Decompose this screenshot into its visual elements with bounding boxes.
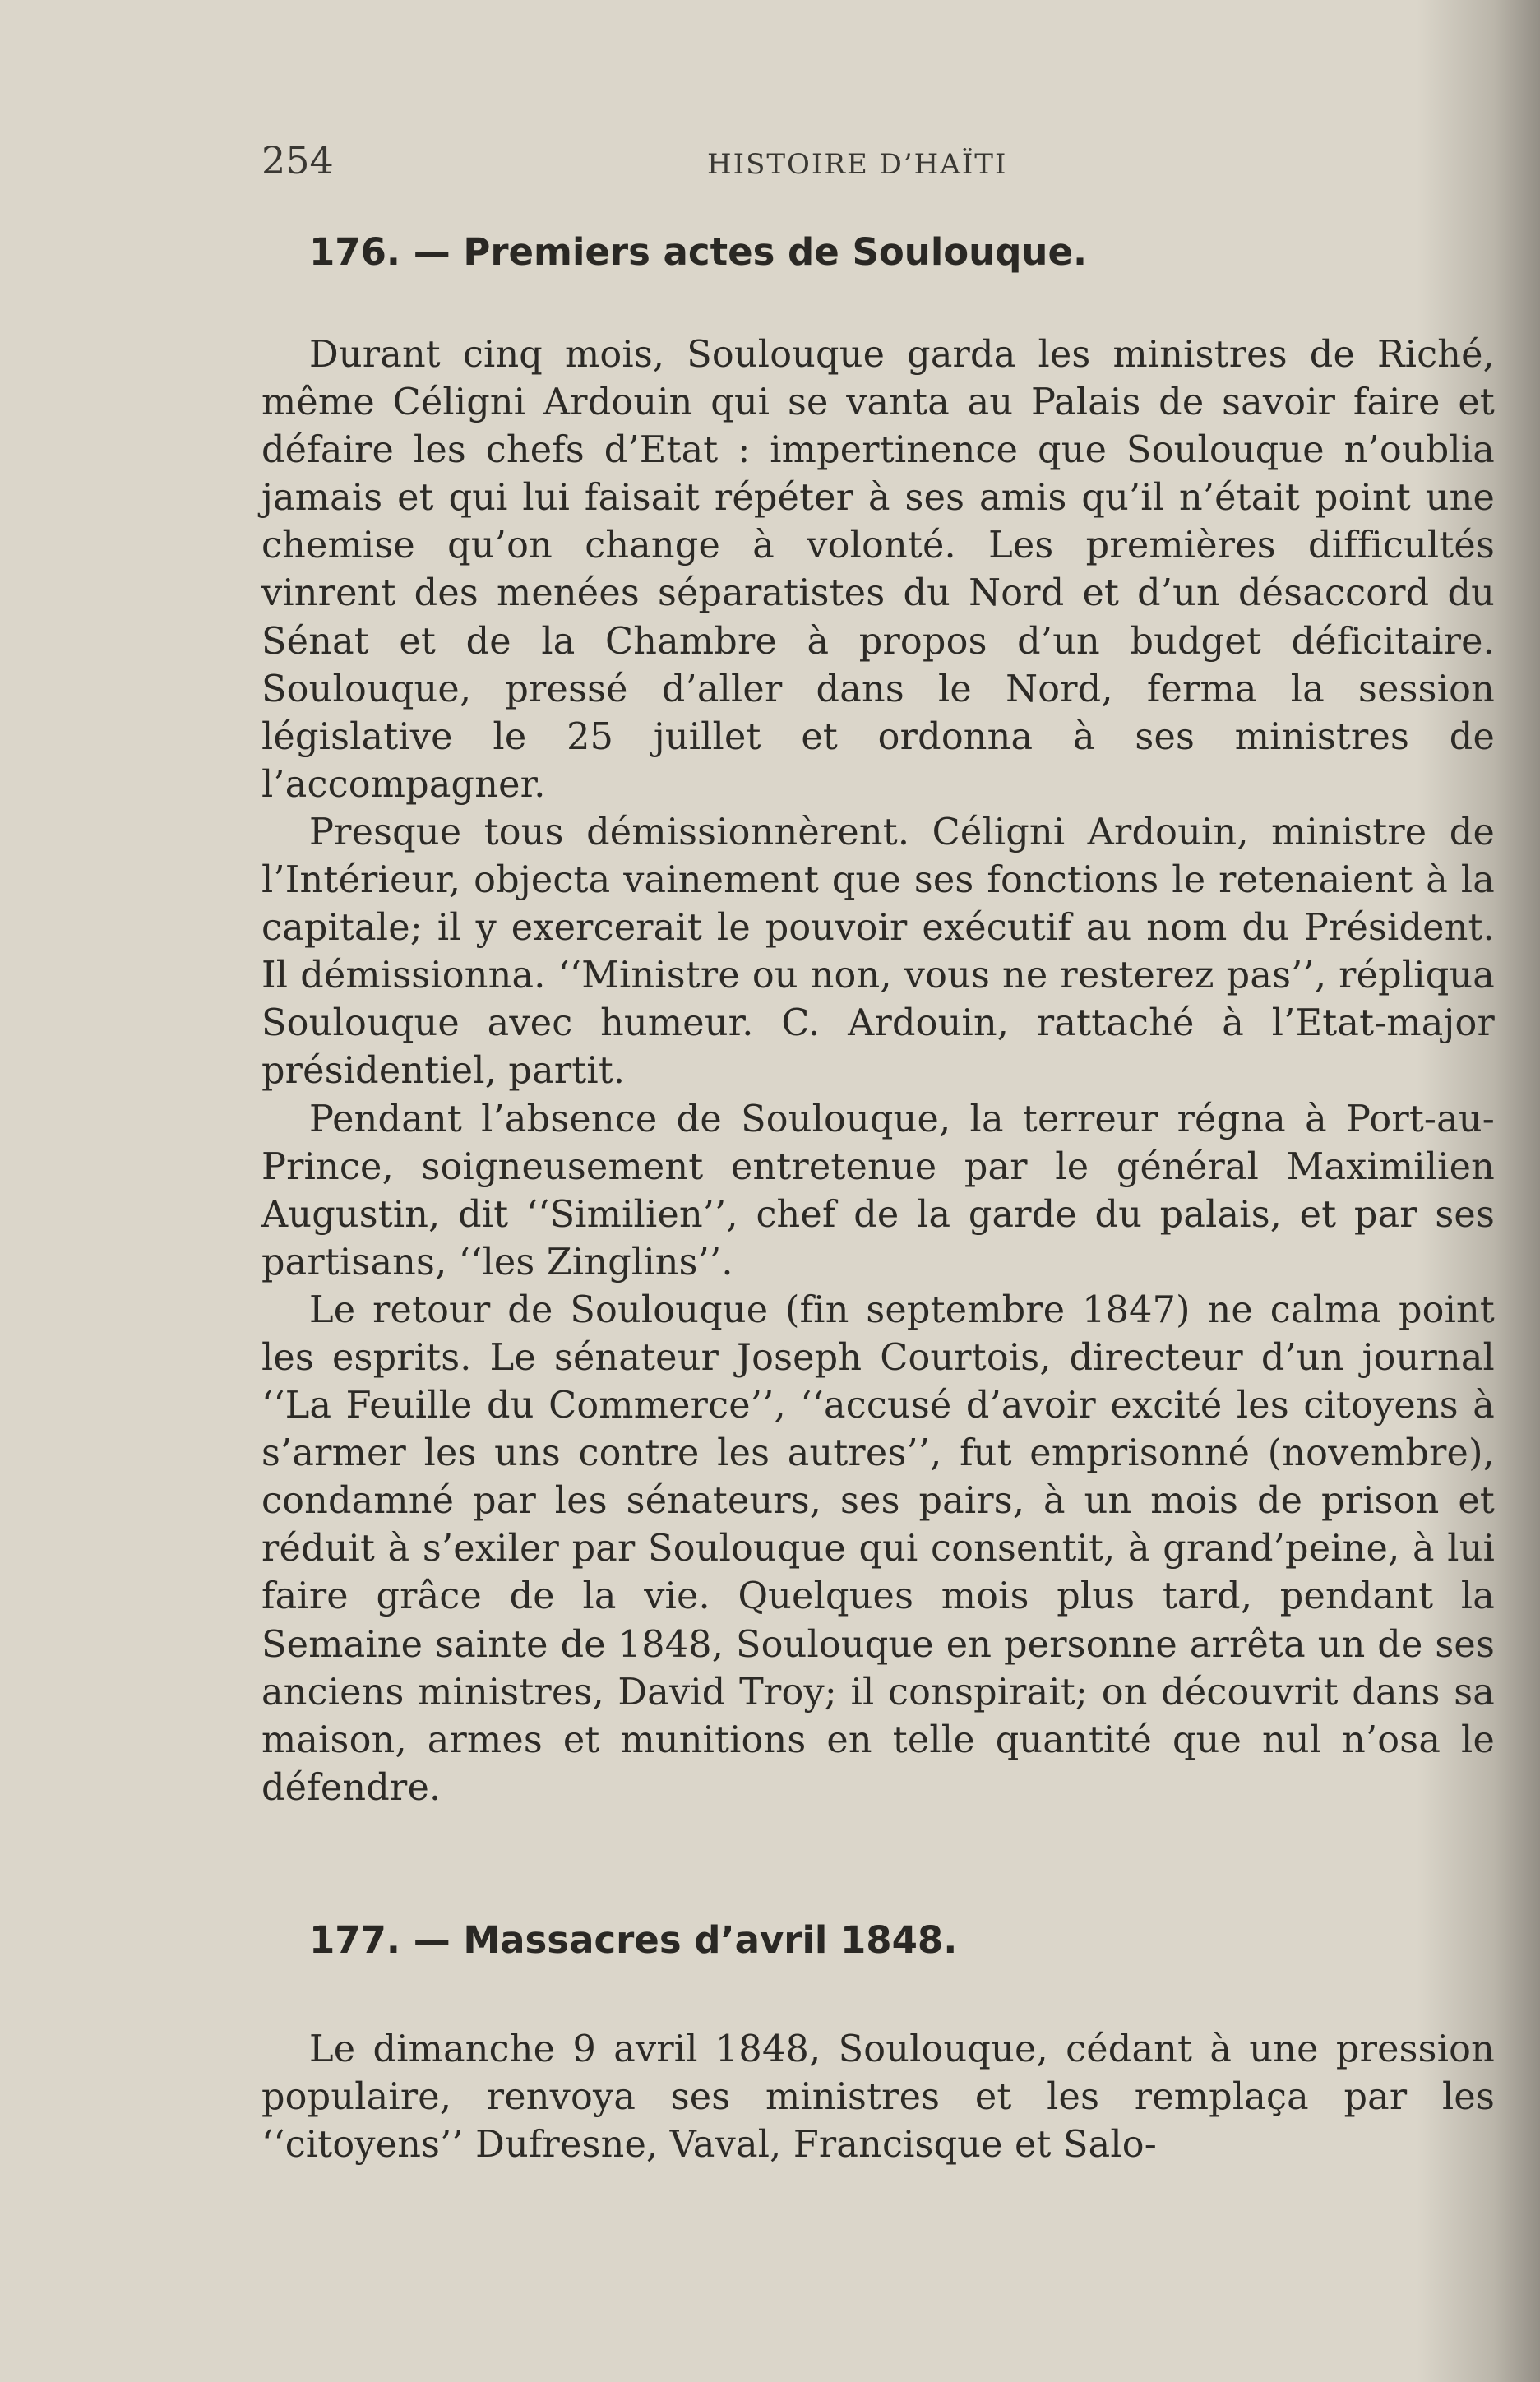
page-number: 254 [261, 138, 334, 183]
section-177 [261, 1918, 1495, 2169]
running-head [261, 138, 1503, 187]
paragraph: Pendant l’absence de Soulouque, la terreur régna à Port-au-Prince, soigneusement entretenue par le général Maximilien Augustin, dit ‘‘Similien’’, chef de la garde du palais, et par ses partisans, ‘‘les Zinglins’’. [261, 1098, 1495, 1284]
paragraph: Durant cinq mois, Soulouque garda les ministres de Riché, même Céligni Ardouin qui se vanta au Palais de savoir faire et défaire les chefs d’Etat : impertinence que Soulouque n’oublia jamais et qui lui faisait répéter à ses amis qu’il n’était point une chemise qu’on change à volonté. Les premières difficultés vinrent des menées séparatistes du Nord et d’un désaccord du Sénat et de la Chambre à propos d’un budget déficitaire. Soulouque, pressé d’aller dans le Nord, ferma la session législative le 25 juillet et ordonna à ses ministres de l’accompagner. [261, 334, 1495, 806]
paragraph: Le retour de Soulouque (fin septembre 1847) ne calma point les esprits. Le sénateur Joseph Courtois, directeur d’un journal ‘‘La Feuille du Commerce’’, ‘‘accusé d’avoir excité les citoyens à s’armer les uns contre les autres’’, fut emprisonné (novembre), condamné par les sénateurs, ses pairs, à un mois de prison et réduit à s’exiler par Soulouque qui consentit, à grand’peine, à lui faire grâce de la vie. Quelques mois plus tard, pendant la Semaine sainte de 1848, Soulouque en personne arrêta un de ses anciens ministres, David Troy; il conspirait; on découvrit dans sa maison, armes et munitions en telle quantité que nul n’osa le défendre. [261, 1288, 1495, 1809]
running-title: HISTOIRE D’HAÏTI [707, 148, 1008, 181]
paragraph: Presque tous démissionnèrent. Céligni Ardouin, ministre de l’Intérieur, objecta vainement que ses fonctions le retenaient à la capitale; il y exercerait le pouvoir exécutif au nom du Président. Il démissionna. ‘‘Ministre ou non, vous ne resterez pas’’, répliqua Soulouque avec humeur. C. Ardouin, rattaché à l’Etat-major présidentiel, partit. [261, 811, 1495, 1093]
section-heading: 176. — Premiers actes de Soulouque. [309, 230, 1088, 274]
section-heading: 177. — Massacres d’avril 1848. [309, 1918, 958, 1962]
section-176 [261, 230, 1495, 1812]
paragraph: Le dimanche 9 avril 1848, Soulouque, cédant à une pression populaire, renvoya ses ministres et les remplaça par les ‘‘citoyens’’ Dufresne, Vaval, Francisque et Salo- [261, 2028, 1495, 2167]
